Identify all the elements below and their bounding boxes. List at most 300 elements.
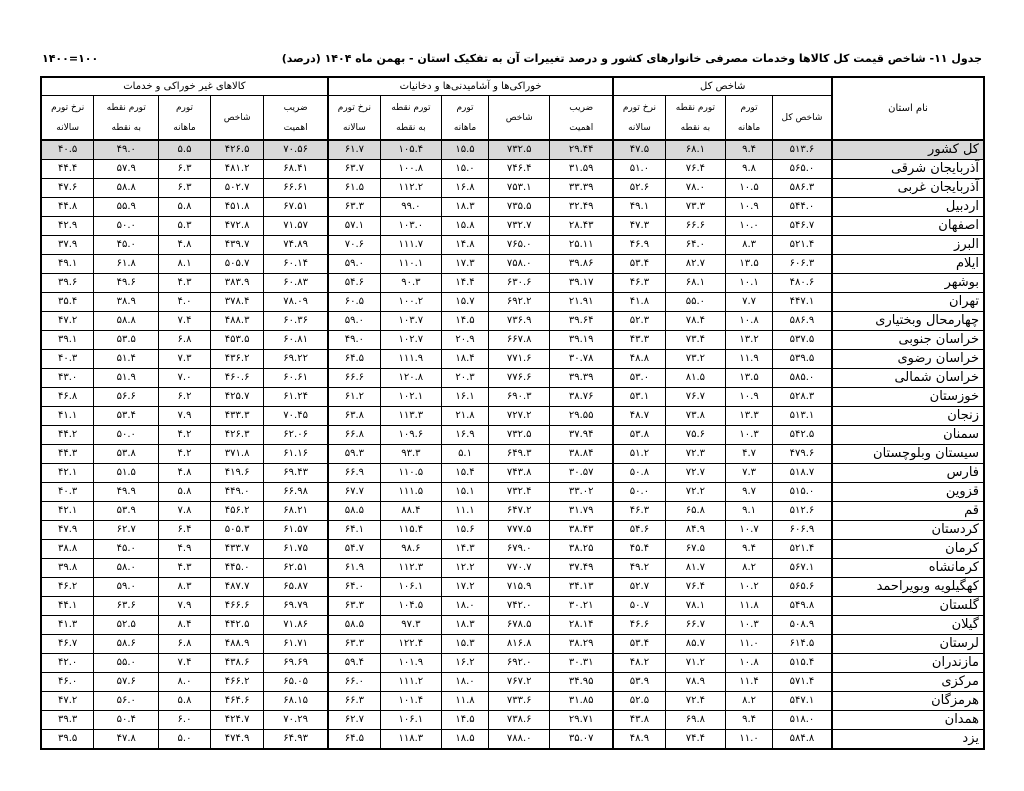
food-weight-cell: ۳۹.۳۹ xyxy=(550,369,614,388)
table-row xyxy=(41,635,984,654)
food-index-cell: ۷۳۶.۹ xyxy=(489,312,550,331)
table-row xyxy=(41,350,984,369)
food-annual-cell: ۶۱.۷ xyxy=(328,140,381,160)
total-monthly-cell: ۱۳.۵ xyxy=(726,369,773,388)
nonfood-annual-cell: ۳۹.۵ xyxy=(41,730,94,750)
total-p2p-cell: ۷۳.۴ xyxy=(665,331,726,350)
food-index-cell: ۷۶۵.۰ xyxy=(489,236,550,255)
total-annual-cell: ۵۰.۷ xyxy=(613,597,665,616)
nonfood-weight-cell: ۶۲.۵۱ xyxy=(264,559,328,578)
col-index: شاخص xyxy=(210,96,264,141)
food-annual-cell: ۶۳.۸ xyxy=(328,407,381,426)
total-annual-cell: ۵۳.۴ xyxy=(613,255,665,274)
food-monthly-cell: ۵.۱ xyxy=(441,445,489,464)
nonfood-p2p-cell: ۵۱.۵ xyxy=(94,464,159,483)
province-name: خوزستان xyxy=(832,388,984,407)
nonfood-weight-cell: ۶۶.۶۱ xyxy=(264,179,328,198)
nonfood-index-cell: ۴۵۳.۵ xyxy=(210,331,264,350)
total-index-cell: ۵۳۷.۵ xyxy=(772,331,832,350)
food-p2p-cell: ۱۱۱.۲ xyxy=(380,673,441,692)
nonfood-p2p-cell: ۶۱.۸ xyxy=(94,255,159,274)
nonfood-p2p-cell: ۵۰.۰ xyxy=(94,217,159,236)
food-index-cell: ۶۶۷.۸ xyxy=(489,331,550,350)
total-index-cell: ۵۲۱.۴ xyxy=(772,236,832,255)
total-p2p-cell: ۷۲.۳ xyxy=(665,445,726,464)
nonfood-annual-cell: ۴۲.۱ xyxy=(41,502,94,521)
total-annual-cell: ۴۶.۳ xyxy=(613,274,665,293)
nonfood-weight-cell: ۶۴.۹۳ xyxy=(264,730,328,750)
price-index-table xyxy=(40,76,985,750)
food-monthly-cell: ۱۱.۱ xyxy=(441,502,489,521)
food-weight-cell: ۳۹.۱۷ xyxy=(550,274,614,293)
nonfood-weight-cell: ۶۱.۷۵ xyxy=(264,540,328,559)
nonfood-p2p-cell: ۶۲.۷ xyxy=(94,521,159,540)
total-p2p-cell: ۷۳.۲ xyxy=(665,350,726,369)
nonfood-p2p-cell: ۵۸.۸ xyxy=(94,312,159,331)
total-monthly-cell: ۹.۴ xyxy=(726,140,773,160)
province-name: اردبیل xyxy=(832,198,984,217)
food-index-cell: ۶۹۰.۳ xyxy=(489,388,550,407)
nonfood-p2p-cell: ۵۰.۴ xyxy=(94,711,159,730)
nonfood-annual-cell: ۴۰.۳ xyxy=(41,350,94,369)
total-monthly-cell: ۹.۱ xyxy=(726,502,773,521)
province-name: قم xyxy=(832,502,984,521)
nonfood-p2p-cell: ۳۸.۹ xyxy=(94,293,159,312)
food-p2p-cell: ۹۸.۶ xyxy=(380,540,441,559)
total-monthly-cell: ۱۱.۸ xyxy=(726,597,773,616)
food-monthly-cell: ۱۸.۵ xyxy=(441,730,489,750)
table-row xyxy=(41,540,984,559)
food-weight-cell: ۲۹.۴۴ xyxy=(550,140,614,160)
food-p2p-cell: ۱۱۸.۳ xyxy=(380,730,441,750)
total-p2p-cell: ۷۲.۴ xyxy=(665,692,726,711)
food-monthly-cell: ۱۶.۱ xyxy=(441,388,489,407)
nonfood-annual-cell: ۴۴.۸ xyxy=(41,198,94,217)
total-index-cell: ۵۱۳.۱ xyxy=(772,407,832,426)
food-annual-cell: ۷۰.۶ xyxy=(328,236,381,255)
food-monthly-cell: ۱۲.۲ xyxy=(441,559,489,578)
province-name: زنجان xyxy=(832,407,984,426)
total-p2p-cell: ۸۱.۷ xyxy=(665,559,726,578)
nonfood-monthly-cell: ۷.۴ xyxy=(159,312,211,331)
nonfood-annual-cell: ۳۹.۶ xyxy=(41,274,94,293)
food-monthly-cell: ۱۶.۹ xyxy=(441,426,489,445)
total-index-cell: ۶۰۶.۹ xyxy=(772,521,832,540)
table-row xyxy=(41,160,984,179)
food-index-cell: ۶۹۲.۲ xyxy=(489,293,550,312)
total-monthly-cell: ۱۰.۱ xyxy=(726,274,773,293)
total-p2p-cell: ۷۶.۷ xyxy=(665,388,726,407)
total-monthly-cell: ۱۱.۰ xyxy=(726,730,773,750)
total-p2p-cell: ۷۱.۲ xyxy=(665,654,726,673)
total-annual-cell: ۴۱.۸ xyxy=(613,293,665,312)
province-name: کل کشور xyxy=(832,140,984,160)
total-annual-cell: ۴۸.۸ xyxy=(613,350,665,369)
nonfood-index-cell: ۴۶۶.۲ xyxy=(210,673,264,692)
food-index-cell: ۷۵۳.۱ xyxy=(489,179,550,198)
nonfood-index-cell: ۳۷۱.۸ xyxy=(210,445,264,464)
total-index-cell: ۴۷۹.۶ xyxy=(772,445,832,464)
nonfood-weight-cell: ۶۹.۷۹ xyxy=(264,597,328,616)
food-index-cell: ۷۴۶.۴ xyxy=(489,160,550,179)
total-index-cell: ۵۱۸.۰ xyxy=(772,711,832,730)
nonfood-p2p-cell: ۵۱.۴ xyxy=(94,350,159,369)
total-monthly-cell: ۱۰.۳ xyxy=(726,616,773,635)
nonfood-p2p-cell: ۵۳.۵ xyxy=(94,331,159,350)
total-annual-cell: ۵۴.۶ xyxy=(613,521,665,540)
nonfood-weight-cell: ۶۸.۴۱ xyxy=(264,160,328,179)
nonfood-p2p-cell: ۵۵.۹ xyxy=(94,198,159,217)
food-weight-cell: ۳۸.۲۵ xyxy=(550,540,614,559)
food-annual-cell: ۶۴.۱ xyxy=(328,521,381,540)
total-monthly-cell: ۱۱.۹ xyxy=(726,350,773,369)
province-name: مرکزی xyxy=(832,673,984,692)
table-row xyxy=(41,274,984,293)
nonfood-annual-cell: ۴۳.۰ xyxy=(41,369,94,388)
food-weight-cell: ۲۵.۱۱ xyxy=(550,236,614,255)
nonfood-monthly-cell: ۶.۴ xyxy=(159,521,211,540)
nonfood-p2p-cell: ۴۵.۰ xyxy=(94,236,159,255)
total-index-cell: ۵۴۷.۱ xyxy=(772,692,832,711)
food-monthly-cell: ۱۸.۳ xyxy=(441,616,489,635)
nonfood-monthly-cell: ۷.۳ xyxy=(159,350,211,369)
food-monthly-cell: ۱۶.۸ xyxy=(441,179,489,198)
nonfood-monthly-cell: ۵.۸ xyxy=(159,692,211,711)
total-index-cell: ۵۰۸.۹ xyxy=(772,616,832,635)
province-name: سمنان xyxy=(832,426,984,445)
total-annual-cell: ۵۲.۳ xyxy=(613,312,665,331)
nonfood-monthly-cell: ۴.۳ xyxy=(159,274,211,293)
nonfood-index-cell: ۵۰۵.۷ xyxy=(210,255,264,274)
nonfood-p2p-cell: ۵۳.۴ xyxy=(94,407,159,426)
total-annual-cell: ۴۷.۳ xyxy=(613,217,665,236)
province-name: البرز xyxy=(832,236,984,255)
nonfood-monthly-cell: ۷.۰ xyxy=(159,369,211,388)
province-name: خراسان جنوبی xyxy=(832,331,984,350)
food-p2p-cell: ۱۰۴.۵ xyxy=(380,597,441,616)
nonfood-p2p-cell: ۴۹.۶ xyxy=(94,274,159,293)
table-row xyxy=(41,179,984,198)
food-annual-cell: ۶۴.۵ xyxy=(328,350,381,369)
group-food-header: خوراکی‌ها و آشامیدنی‌ها و دخانیات xyxy=(328,77,614,96)
nonfood-monthly-cell: ۶.۳ xyxy=(159,160,211,179)
nonfood-weight-cell: ۶۲.۰۶ xyxy=(264,426,328,445)
total-p2p-cell: ۶۶.۶ xyxy=(665,217,726,236)
food-p2p-cell: ۱۰۳.۰ xyxy=(380,217,441,236)
nonfood-weight-cell: ۶۰.۳۶ xyxy=(264,312,328,331)
total-p2p-cell: ۶۹.۸ xyxy=(665,711,726,730)
nonfood-weight-cell: ۶۰.۱۴ xyxy=(264,255,328,274)
food-p2p-cell: ۱۰۲.۷ xyxy=(380,331,441,350)
total-p2p-cell: ۷۲.۲ xyxy=(665,483,726,502)
nonfood-weight-cell: ۶۷.۵۱ xyxy=(264,198,328,217)
food-p2p-cell: ۱۱۲.۳ xyxy=(380,559,441,578)
nonfood-p2p-cell: ۵۷.۹ xyxy=(94,160,159,179)
table-row xyxy=(41,293,984,312)
table-row xyxy=(41,255,984,274)
table-row xyxy=(41,559,984,578)
col-p2p: تورم نقطه به نقطه xyxy=(94,96,159,141)
nonfood-annual-cell: ۴۶.۲ xyxy=(41,578,94,597)
food-index-cell: ۷۳۲.۷ xyxy=(489,217,550,236)
total-annual-cell: ۴۸.۷ xyxy=(613,407,665,426)
table-row xyxy=(41,426,984,445)
food-monthly-cell: ۱۴.۳ xyxy=(441,540,489,559)
food-index-cell: ۶۴۹.۳ xyxy=(489,445,550,464)
food-weight-cell: ۳۰.۲۱ xyxy=(550,597,614,616)
nonfood-monthly-cell: ۴.۹ xyxy=(159,540,211,559)
nonfood-index-cell: ۴۳۶.۲ xyxy=(210,350,264,369)
nonfood-p2p-cell: ۵۸.۶ xyxy=(94,635,159,654)
nonfood-weight-cell: ۶۹.۲۲ xyxy=(264,350,328,369)
nonfood-index-cell: ۴۷۲.۸ xyxy=(210,217,264,236)
food-monthly-cell: ۱۴.۵ xyxy=(441,312,489,331)
national-row xyxy=(41,140,984,160)
nonfood-p2p-cell: ۵۱.۹ xyxy=(94,369,159,388)
total-p2p-cell: ۷۸.۱ xyxy=(665,597,726,616)
food-monthly-cell: ۱۸.۰ xyxy=(441,673,489,692)
table-row xyxy=(41,217,984,236)
food-annual-cell: ۵۴.۶ xyxy=(328,274,381,293)
total-index-cell: ۵۱۵.۴ xyxy=(772,654,832,673)
table-row xyxy=(41,654,984,673)
total-monthly-cell: ۱۳.۳ xyxy=(726,407,773,426)
food-p2p-cell: ۱۰۶.۱ xyxy=(380,578,441,597)
total-annual-cell: ۴۳.۳ xyxy=(613,331,665,350)
nonfood-index-cell: ۵۰۲.۷ xyxy=(210,179,264,198)
nonfood-p2p-cell: ۵۳.۸ xyxy=(94,445,159,464)
food-index-cell: ۶۷۸.۵ xyxy=(489,616,550,635)
group-total-header: شاخص کل xyxy=(613,77,832,96)
nonfood-annual-cell: ۴۴.۲ xyxy=(41,426,94,445)
food-index-cell: ۷۳۵.۵ xyxy=(489,198,550,217)
table-row xyxy=(41,597,984,616)
nonfood-monthly-cell: ۷.۹ xyxy=(159,407,211,426)
food-annual-cell: ۶۶.۳ xyxy=(328,692,381,711)
nonfood-weight-cell: ۷۰.۵۶ xyxy=(264,140,328,160)
total-index-cell: ۵۸۵.۰ xyxy=(772,369,832,388)
nonfood-p2p-cell: ۵۹.۰ xyxy=(94,578,159,597)
nonfood-monthly-cell: ۵.۵ xyxy=(159,140,211,160)
col-p2p: تورم نقطه به نقطه xyxy=(665,96,726,141)
food-weight-cell: ۳۸.۲۹ xyxy=(550,635,614,654)
col-annual: نرخ تورم سالانه xyxy=(613,96,665,141)
total-index-cell: ۵۳۹.۵ xyxy=(772,350,832,369)
total-monthly-cell: ۱۰.۵ xyxy=(726,179,773,198)
food-annual-cell: ۵۹.۰ xyxy=(328,312,381,331)
total-annual-cell: ۵۱.۰ xyxy=(613,160,665,179)
table-row xyxy=(41,616,984,635)
nonfood-p2p-cell: ۵۳.۹ xyxy=(94,502,159,521)
food-weight-cell: ۳۰.۳۱ xyxy=(550,654,614,673)
total-annual-cell: ۴۵.۴ xyxy=(613,540,665,559)
food-p2p-cell: ۱۰۰.۲ xyxy=(380,293,441,312)
table-row xyxy=(41,464,984,483)
province-name: قزوین xyxy=(832,483,984,502)
total-p2p-cell: ۶۸.۱ xyxy=(665,274,726,293)
total-index-cell: ۵۱۲.۶ xyxy=(772,502,832,521)
food-p2p-cell: ۱۱۰.۵ xyxy=(380,464,441,483)
food-weight-cell: ۳۷.۹۴ xyxy=(550,426,614,445)
table-row xyxy=(41,578,984,597)
nonfood-annual-cell: ۴۴.۱ xyxy=(41,597,94,616)
col-monthly: تورم ماهانه xyxy=(441,96,489,141)
nonfood-annual-cell: ۳۹.۸ xyxy=(41,559,94,578)
total-annual-cell: ۵۳.۹ xyxy=(613,673,665,692)
province-name: گلستان xyxy=(832,597,984,616)
nonfood-index-cell: ۴۵۶.۲ xyxy=(210,502,264,521)
nonfood-p2p-cell: ۵۶.۶ xyxy=(94,388,159,407)
nonfood-weight-cell: ۶۱.۵۷ xyxy=(264,521,328,540)
nonfood-monthly-cell: ۷.۸ xyxy=(159,502,211,521)
province-name: مازندران xyxy=(832,654,984,673)
food-p2p-cell: ۱۰۱.۹ xyxy=(380,654,441,673)
nonfood-monthly-cell: ۵.۸ xyxy=(159,198,211,217)
nonfood-weight-cell: ۶۸.۲۱ xyxy=(264,502,328,521)
nonfood-index-cell: ۴۸۸.۹ xyxy=(210,635,264,654)
total-index-cell: ۵۴۹.۸ xyxy=(772,597,832,616)
table-title: جدول ۱۱- شاخص قیمت کل کالاها وخدمات مصرفی خانوارهای کشور و درصد تغییرات آن به تفکیک استان - بهمن ماه ۱۴۰۴ (درصد) xyxy=(281,52,982,65)
total-p2p-cell: ۷۳.۸ xyxy=(665,407,726,426)
total-index-cell: ۵۷۱.۴ xyxy=(772,673,832,692)
nonfood-weight-cell: ۶۵.۸۷ xyxy=(264,578,328,597)
total-annual-cell: ۵۳.۴ xyxy=(613,635,665,654)
table-row xyxy=(41,369,984,388)
nonfood-annual-cell: ۳۸.۸ xyxy=(41,540,94,559)
food-annual-cell: ۶۶.۹ xyxy=(328,464,381,483)
nonfood-annual-cell: ۳۵.۴ xyxy=(41,293,94,312)
table-row xyxy=(41,198,984,217)
food-annual-cell: ۵۹.۴ xyxy=(328,654,381,673)
total-monthly-cell: ۱۰.۸ xyxy=(726,312,773,331)
food-p2p-cell: ۱۱۱.۹ xyxy=(380,350,441,369)
total-monthly-cell: ۱۰.۸ xyxy=(726,654,773,673)
nonfood-monthly-cell: ۵.۰ xyxy=(159,730,211,750)
food-weight-cell: ۳۳.۰۲ xyxy=(550,483,614,502)
table-row xyxy=(41,407,984,426)
total-annual-cell: ۵۳.۰ xyxy=(613,369,665,388)
total-p2p-cell: ۸۱.۵ xyxy=(665,369,726,388)
food-p2p-cell: ۱۱۰.۱ xyxy=(380,255,441,274)
food-index-cell: ۷۷۱.۶ xyxy=(489,350,550,369)
food-weight-cell: ۳۸.۷۶ xyxy=(550,388,614,407)
food-p2p-cell: ۹۷.۳ xyxy=(380,616,441,635)
province-name: آذربایجان شرقی xyxy=(832,160,984,179)
table-row xyxy=(41,502,984,521)
table-row xyxy=(41,711,984,730)
total-p2p-cell: ۷۶.۴ xyxy=(665,160,726,179)
nonfood-p2p-cell: ۵۸.۸ xyxy=(94,179,159,198)
food-annual-cell: ۶۰.۵ xyxy=(328,293,381,312)
food-index-cell: ۶۷۹.۰ xyxy=(489,540,550,559)
food-monthly-cell: ۱۸.۳ xyxy=(441,198,489,217)
total-annual-cell: ۴۶.۶ xyxy=(613,616,665,635)
food-p2p-cell: ۹۰.۳ xyxy=(380,274,441,293)
food-index-cell: ۷۳۲.۵ xyxy=(489,140,550,160)
province-name: چهارمحال وبختیاری xyxy=(832,312,984,331)
total-monthly-cell: ۱۰.۹ xyxy=(726,388,773,407)
food-weight-cell: ۳۸.۸۴ xyxy=(550,445,614,464)
food-index-cell: ۷۳۳.۶ xyxy=(489,692,550,711)
nonfood-monthly-cell: ۶.۸ xyxy=(159,331,211,350)
table-row xyxy=(41,673,984,692)
nonfood-annual-cell: ۴۶.۷ xyxy=(41,635,94,654)
total-monthly-cell: ۸.۲ xyxy=(726,692,773,711)
nonfood-weight-cell: ۶۰.۸۳ xyxy=(264,274,328,293)
food-weight-cell: ۳۰.۷۸ xyxy=(550,350,614,369)
nonfood-weight-cell: ۷۱.۵۷ xyxy=(264,217,328,236)
total-monthly-cell: ۱۱.۴ xyxy=(726,673,773,692)
food-index-cell: ۶۹۲.۰ xyxy=(489,654,550,673)
nonfood-monthly-cell: ۴.۲ xyxy=(159,426,211,445)
food-monthly-cell: ۱۵.۷ xyxy=(441,293,489,312)
province-name: همدان xyxy=(832,711,984,730)
nonfood-weight-cell: ۶۶.۹۸ xyxy=(264,483,328,502)
food-weight-cell: ۳۸.۴۳ xyxy=(550,521,614,540)
food-weight-cell: ۳۴.۹۵ xyxy=(550,673,614,692)
food-index-cell: ۷۷۶.۶ xyxy=(489,369,550,388)
province-name: فارس xyxy=(832,464,984,483)
food-index-cell: ۷۳۲.۵ xyxy=(489,426,550,445)
nonfood-index-cell: ۴۸۷.۷ xyxy=(210,578,264,597)
nonfood-annual-cell: ۴۴.۴ xyxy=(41,160,94,179)
food-monthly-cell: ۱۵.۵ xyxy=(441,140,489,160)
total-p2p-cell: ۶۴.۰ xyxy=(665,236,726,255)
food-weight-cell: ۳۷.۴۹ xyxy=(550,559,614,578)
nonfood-index-cell: ۵۰۵.۳ xyxy=(210,521,264,540)
total-index-cell: ۵۲۸.۳ xyxy=(772,388,832,407)
nonfood-p2p-cell: ۴۷.۸ xyxy=(94,730,159,750)
nonfood-weight-cell: ۶۰.۸۱ xyxy=(264,331,328,350)
food-monthly-cell: ۱۴.۸ xyxy=(441,236,489,255)
nonfood-index-cell: ۴۴۵.۰ xyxy=(210,559,264,578)
food-index-cell: ۸۱۶.۸ xyxy=(489,635,550,654)
province-header: نام استان xyxy=(832,77,984,140)
food-weight-cell: ۳۲.۴۹ xyxy=(550,198,614,217)
nonfood-annual-cell: ۴۴.۳ xyxy=(41,445,94,464)
nonfood-p2p-cell: ۵۶.۰ xyxy=(94,692,159,711)
province-name: لرستان xyxy=(832,635,984,654)
province-name: ایلام xyxy=(832,255,984,274)
total-annual-cell: ۵۳.۱ xyxy=(613,388,665,407)
food-index-cell: ۷۴۲.۰ xyxy=(489,597,550,616)
nonfood-annual-cell: ۴۱.۱ xyxy=(41,407,94,426)
food-monthly-cell: ۱۵.۱ xyxy=(441,483,489,502)
table-row xyxy=(41,388,984,407)
food-annual-cell: ۵۸.۵ xyxy=(328,502,381,521)
province-name: آذربایجان غربی xyxy=(832,179,984,198)
food-annual-cell: ۶۶.۸ xyxy=(328,426,381,445)
nonfood-index-cell: ۴۳۸.۶ xyxy=(210,654,264,673)
total-annual-cell: ۵۲.۵ xyxy=(613,692,665,711)
food-p2p-cell: ۱۲۰.۸ xyxy=(380,369,441,388)
food-index-cell: ۷۷۷.۵ xyxy=(489,521,550,540)
nonfood-weight-cell: ۶۱.۱۶ xyxy=(264,445,328,464)
total-index-cell: ۵۶۵.۶ xyxy=(772,578,832,597)
total-annual-cell: ۴۹.۱ xyxy=(613,198,665,217)
nonfood-index-cell: ۴۲۶.۳ xyxy=(210,426,264,445)
nonfood-annual-cell: ۴۰.۵ xyxy=(41,140,94,160)
food-annual-cell: ۶۱.۲ xyxy=(328,388,381,407)
food-p2p-cell: ۱۰۹.۶ xyxy=(380,426,441,445)
food-index-cell: ۷۵۸.۰ xyxy=(489,255,550,274)
nonfood-index-cell: ۴۵۱.۸ xyxy=(210,198,264,217)
food-index-cell: ۷۴۳.۸ xyxy=(489,464,550,483)
col-p2p: تورم نقطه به نقطه xyxy=(380,96,441,141)
food-weight-cell: ۲۸.۴۳ xyxy=(550,217,614,236)
col-index: شاخص کل xyxy=(772,96,832,141)
food-weight-cell: ۲۹.۷۱ xyxy=(550,711,614,730)
